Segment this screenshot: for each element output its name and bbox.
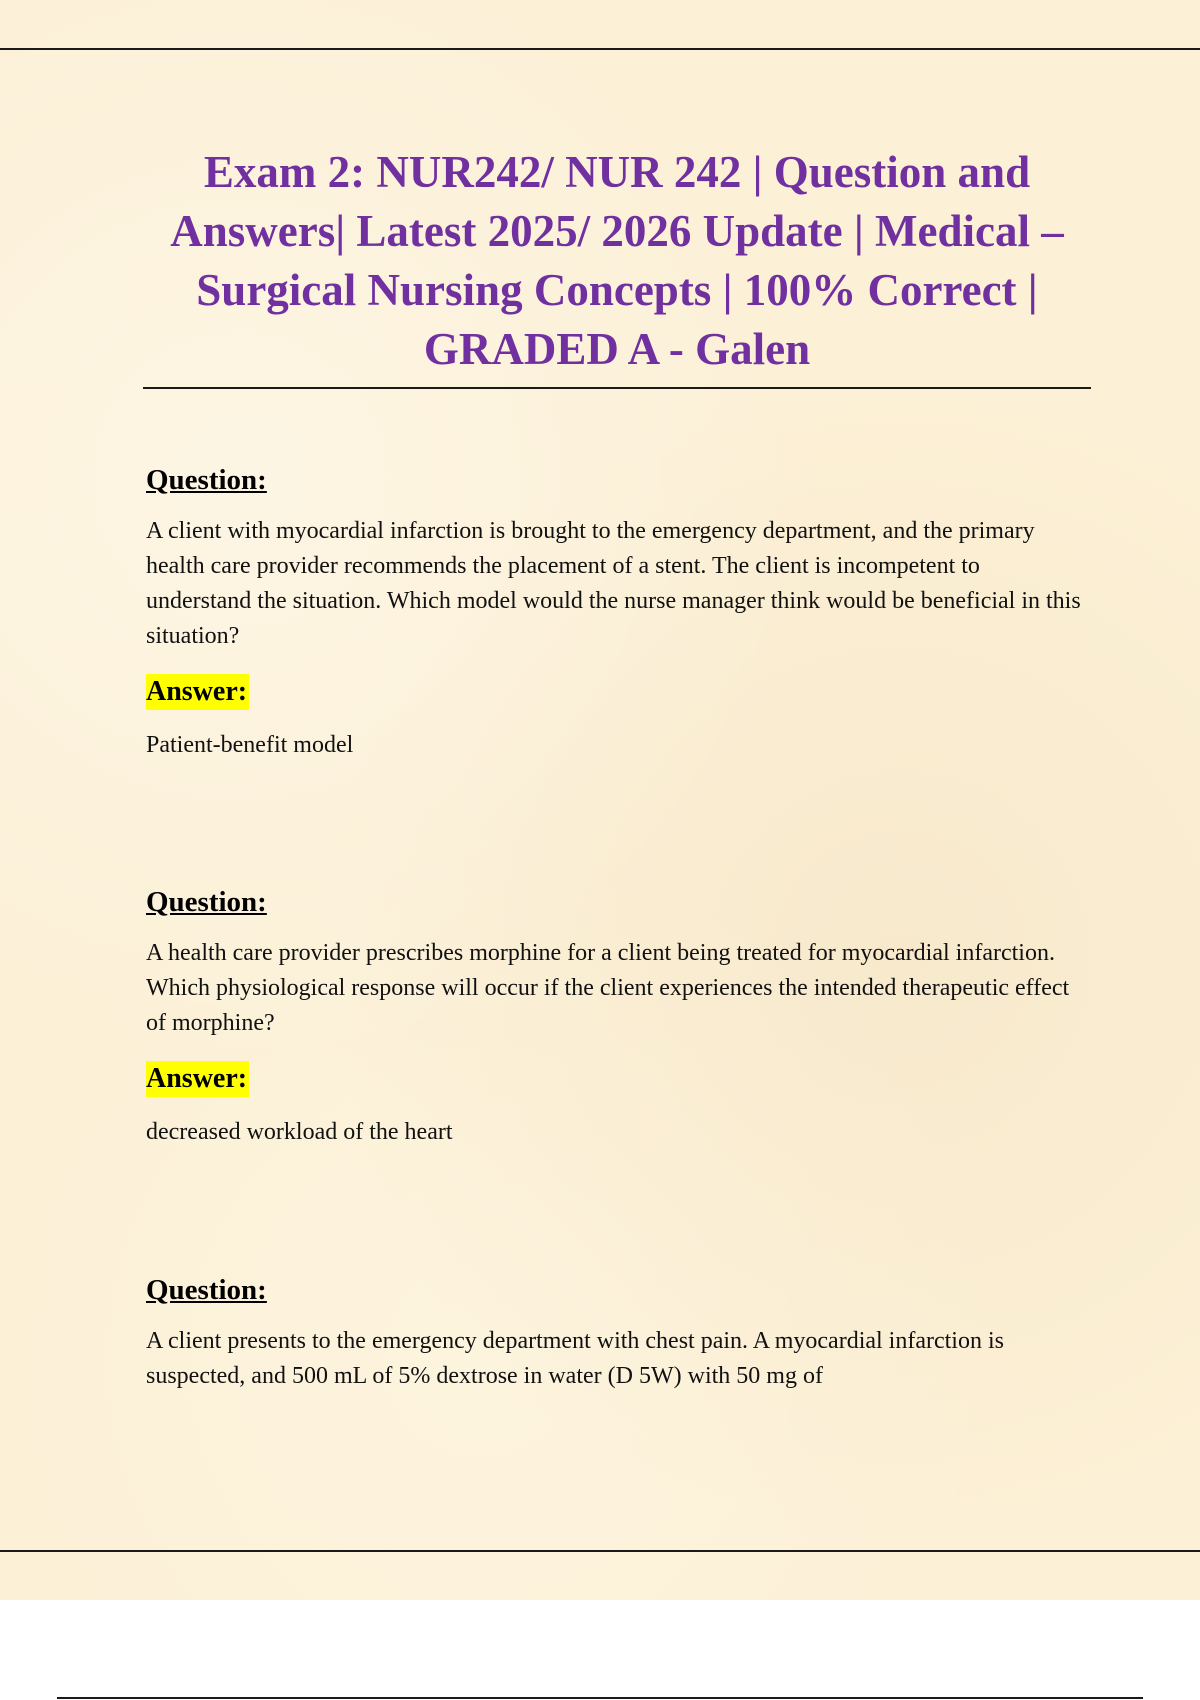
question-text: A health care provider prescribes morphine for a client being treated for myocardial infarction. Which physiological response will occur if the client experiences the intended therapeutic effect of morphine? (146, 940, 1070, 1036)
next-page-top-rule (57, 1697, 1143, 1699)
document-title: Exam 2: NUR242/ NUR 242 | Question and Answers| Latest 2025/ 2026 Update | Medical – Surgical Nursing Concepts | 100% Correct | GRADED A - Galen (170, 147, 1064, 374)
question-text: A client presents to the emergency department with chest pain. A myocardial infarction is suspected, and 500 mL of 5% dextrose in water (D 5W) with 50 mg of (146, 1328, 1004, 1389)
question-label: Question: (146, 886, 267, 918)
answer-text: Patient-benefit model (146, 732, 354, 758)
answer-label: Answer: (146, 674, 249, 710)
qa-item-2 (146, 884, 1091, 1150)
title-underline-rule (143, 387, 1091, 389)
qa-item-3 (146, 1272, 1091, 1394)
answer-text: decreased workload of the heart (146, 1119, 453, 1145)
question-label: Question: (146, 1274, 267, 1306)
question-label: Question: (146, 464, 267, 496)
question-text: A client with myocardial infarction is brought to the emergency department, and the primary health care provider recommends the placement of a stent. The client is incompetent to understand the situation. Which model would the nurse manager think would be beneficial in this situation? (146, 518, 1081, 649)
page-bottom-rule (0, 1550, 1200, 1552)
answer-label: Answer: (146, 1061, 249, 1097)
title-block (143, 143, 1091, 379)
page-top-rule (0, 48, 1200, 50)
qa-item-1 (146, 462, 1091, 763)
